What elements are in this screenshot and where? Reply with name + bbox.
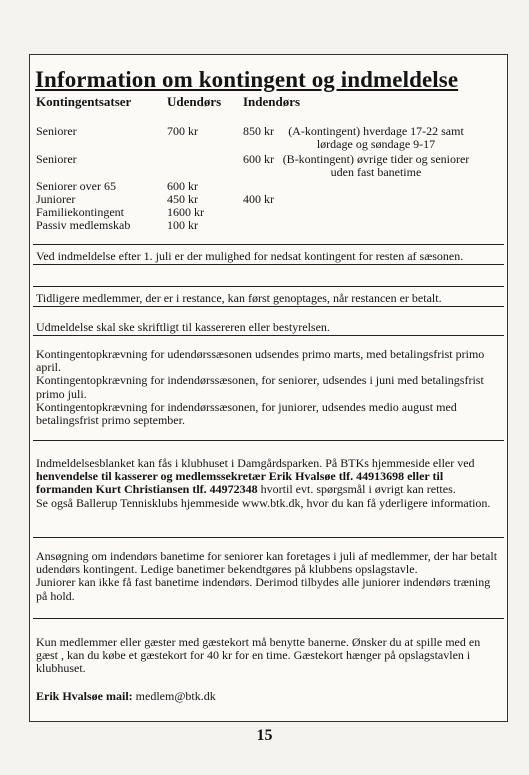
divider — [33, 264, 504, 265]
signup-text-end: hvortil evt. spørgsmål i øvrigt kan rettes. — [257, 482, 456, 497]
arrears-line: Tidligere medlemmer, der er i restance, kan først genoptages, når restancen er betalt. — [36, 291, 442, 305]
mail-address[interactable]: medlem@btk.dk — [135, 688, 216, 703]
row-label: Seniorer over 65 — [36, 179, 116, 193]
divider — [33, 306, 504, 307]
resign-line: Udmeldelse skal ske skriftligt til kassereren eller bestyrelsen. — [36, 320, 330, 334]
header-indendoers: Indendørs — [243, 94, 301, 109]
row-indendoers: 850 kr — [243, 124, 274, 138]
signup-contact: henvendelse til kasserer og medlemssekretær Erik Hvalsøe tlf. 44913698 eller til formanden Kurt Christiansen tlf. 44972348 — [36, 469, 444, 497]
row-label: Passiv medlemskab — [36, 218, 131, 232]
indoor-court-info — [36, 550, 502, 603]
row-indendoers: 600 kr — [243, 152, 274, 166]
divider — [33, 335, 504, 336]
header-kontingentsatser: Kontingentsatser — [36, 94, 132, 109]
signup-text: Indmeldelsesblanket kan fås i klubhuset i Damgårdsparken. På BTKs hjemmeside eller ved — [36, 456, 475, 470]
row-note: (A-kontingent) hverdage 17-22 samt lørdage og søndage 9-17 — [288, 124, 464, 151]
billing-indoor-juniors: Kontingentopkrævning for indendørssæsonen, for juniorer, udsendes medio august med betalingsfrist primo september. — [36, 399, 457, 428]
indoor-seniors: Ansøgning om indendørs banetime for seniorer kan foretages i juli af medlemmer, der har betalt udendørs kontingent. Ledige banetimer bekendtgøres på klubbens opslagstavle. — [36, 549, 498, 577]
divider — [33, 537, 504, 538]
row-label: Seniorer — [36, 124, 77, 138]
billing-info — [36, 348, 502, 427]
signup-info — [36, 457, 502, 510]
billing-indoor-seniors: Kontingentopkrævning for indendørssæsonen, for seniorer, udsendes i juni med betalingsfrist primo juli. — [36, 373, 484, 401]
guest-info — [36, 636, 502, 703]
row-udendoers: 600 kr — [167, 179, 198, 193]
divider — [33, 244, 504, 245]
divider — [33, 286, 504, 287]
indoor-juniors: Juniorer kan ikke få fast banetime indendørs. Derimod tilbydes alle juniorer indendørs træning på hold. — [36, 575, 491, 603]
divider — [33, 618, 504, 619]
row-label: Seniorer — [36, 152, 77, 166]
row-note: (B-kontingent) øvrige tider og seniorer uden fast banetime — [282, 152, 470, 179]
page-number: 15 — [256, 727, 273, 744]
header-udendoers: Udendørs — [167, 94, 222, 109]
row-udendoers: 1600 kr — [167, 205, 204, 219]
row-label: Familiekontingent — [36, 205, 124, 219]
website-info: Se også Ballerup Tennisklubs hjemmeside www.btk.dk, hvor du kan få yderligere information. — [36, 495, 491, 510]
row-indendoers: 400 kr — [243, 192, 274, 206]
reduced-fee-line: Ved indmeldelse efter 1. juli er der mulighed for nedsat kontingent for resten af sæsonen. — [36, 249, 464, 263]
divider — [33, 440, 504, 441]
guest-text: Kun medlemmer eller gæster med gæstekort må benytte banerne. Ønsker du at spille med en gæst , kan du købe et gæstekort for 40 kr for en time. Gæstekort hænger på opslagstavlen i klubhuset. — [36, 635, 481, 676]
row-udendoers: 450 kr — [167, 192, 198, 206]
page-title: Information om kontingent og indmeldelse — [35, 67, 459, 92]
row-udendoers: 100 kr — [167, 218, 198, 232]
billing-outdoor: Kontingentopkrævning for udendørssæsonen udsendes primo marts, med betalingsfrist primo april. — [36, 347, 485, 375]
mail-label: Erik Hvalsøe mail: — [36, 688, 133, 703]
row-udendoers: 700 kr — [167, 124, 198, 138]
row-label: Juniorer — [36, 192, 76, 206]
